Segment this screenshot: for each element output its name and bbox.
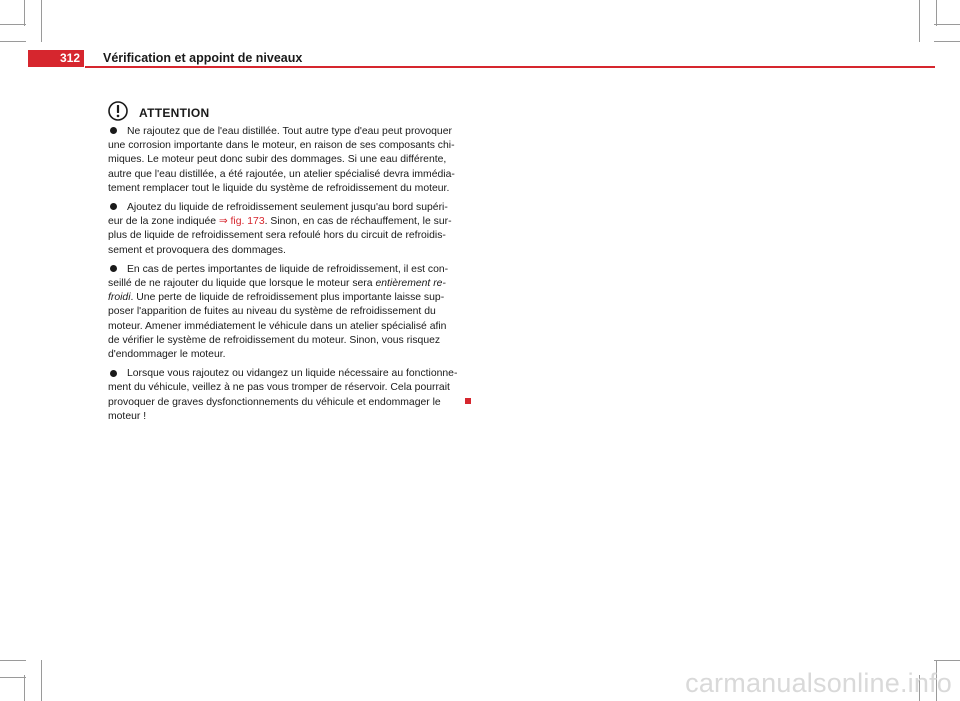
warning-bullet-4 [108,367,470,424]
bullet-line [108,215,470,229]
crop-mark [936,0,937,26]
bullet-line: d'endommager le moteur. [108,349,226,361]
crop-mark [24,675,25,701]
bullet-line: moteur ! [108,410,147,422]
page-number-badge [28,50,84,67]
crop-mark [0,660,26,661]
warning-bullet-2 [108,201,470,258]
emphasis-text: froidi [108,292,131,304]
bullet-text: . Une perte de liquide de refroidissement plus importante laisse sup- [130,292,445,304]
bullet-marker [110,265,117,272]
bullet-text: . Sinon, en cas de réchauffement, le sur- [264,216,452,228]
bullet-line: moteur. Amener immédiatement le véhicule dans un atelier spécialisé afin [108,320,447,332]
crop-mark [919,0,920,42]
bullet-line: autre que l'eau distillée, a été rajoutée, un atelier spécialisé devra immédia- [108,168,455,180]
bullet-line [108,201,470,215]
bullet-marker [110,203,117,210]
header-rule [85,66,935,68]
crop-mark [0,41,26,42]
bullet-line [108,277,470,291]
figure-reference-link[interactable]: ⇒ fig. 173 [218,216,265,228]
bullet-line [108,367,470,381]
crop-mark [41,660,42,701]
warning-body [108,125,470,429]
warning-bullet-3 [108,263,470,362]
bullet-text: eur de la zone indiquée [108,216,219,228]
warning-title: ATTENTION [139,106,210,120]
bullet-line: provoquer de graves dysfonctionnements du véhicule et endommager le [108,396,441,408]
bullet-line: sement et provoquera des dommages. [108,244,286,256]
bullet-line: de vérifier le système de refroidissement du moteur. Sinon, vous risquez [108,334,441,346]
bullet-line [108,125,470,139]
exclamation-circle-icon [108,101,128,121]
bullet-line: une corrosion importante dans le moteur, en raison de ses composants chi- [108,140,455,152]
bullet-text: Ne rajoutez que de l'eau distillée. Tout autre type d'eau peut provoquer [127,126,452,137]
section-title: Vérification et appoint de niveaux [103,51,303,65]
crop-mark [0,24,26,25]
bullet-text: En cas de pertes importantes de liquide de refroidissement, il est con- [127,263,449,275]
watermark: carmanualsonline.info [685,668,952,698]
crop-mark [41,0,42,42]
crop-mark [934,41,960,42]
crop-mark [0,677,26,678]
bullet-marker [110,370,117,377]
bullet-line: tement remplacer tout le liquide du système de refroidissement du moteur. [108,182,450,194]
page-number: 312 [59,51,80,65]
crop-mark [24,0,25,26]
bullet-marker [110,127,117,134]
bullet-line: poser l'apparition de fuites au niveau du système de refroidissement du [108,306,436,318]
section-end-marker [465,398,471,404]
bullet-text: seillé de ne rajouter du liquide que lorsque le moteur sera [108,278,376,290]
crop-mark [934,24,960,25]
bullet-text: Ajoutez du liquide de refroidissement seulement jusqu'au bord supéri- [127,202,448,214]
bullet-line: ment du véhicule, veillez à ne pas vous tromper de réservoir. Cela pourrait [108,382,450,394]
bullet-text: Lorsque vous rajoutez ou vidangez un liquide nécessaire au fonctionne- [127,368,458,380]
bullet-line: plus de liquide de refroidissement sera refoulé hors du circuit de refroidis- [108,230,446,242]
bullet-line [108,263,470,277]
bullet-line [108,291,470,305]
crop-mark [934,660,960,661]
emphasis-text: entièrement re- [375,278,446,290]
bullet-line: miques. Le moteur peut donc subir des dommages. Si une eau différente, [108,154,447,166]
warning-bullet-1 [108,125,470,196]
